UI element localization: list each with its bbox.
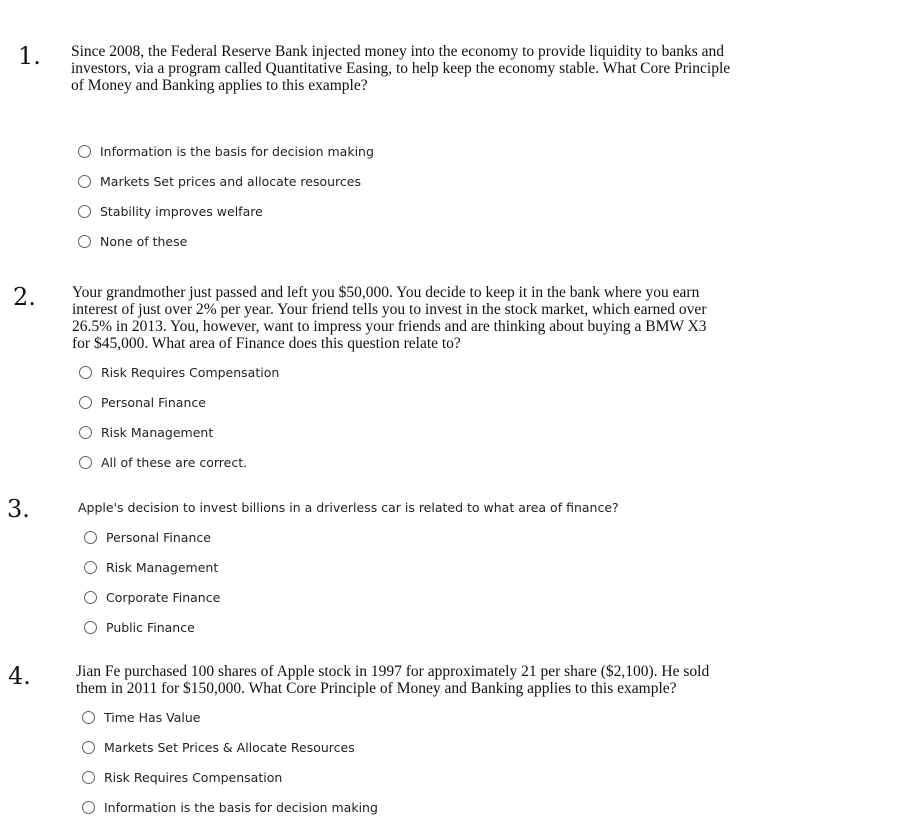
answer-option[interactable] xyxy=(78,166,374,196)
radio-button[interactable] xyxy=(79,396,92,409)
answer-option[interactable] xyxy=(79,387,279,417)
question-text: Apple's decision to invest billions in a driverless car is related to what area of finance? xyxy=(78,500,619,515)
question-number: 1. xyxy=(18,42,41,70)
option-label: Stability improves welfare xyxy=(100,203,263,219)
option-label: Markets Set prices and allocate resources xyxy=(100,173,361,189)
option-label: Risk Management xyxy=(101,424,214,440)
answer-options xyxy=(78,136,374,256)
answer-option[interactable] xyxy=(84,522,220,552)
radio-button[interactable] xyxy=(84,561,97,574)
option-label: Personal Finance xyxy=(101,394,206,410)
option-label: Risk Management xyxy=(106,559,219,575)
answer-option[interactable] xyxy=(82,702,378,732)
radio-button[interactable] xyxy=(82,741,95,754)
answer-option[interactable] xyxy=(78,196,374,226)
answer-option[interactable] xyxy=(82,762,378,792)
answer-option[interactable] xyxy=(84,552,220,582)
radio-button[interactable] xyxy=(84,621,97,634)
answer-option[interactable] xyxy=(79,417,279,447)
question-text: Jian Fe purchased 100 shares of Apple stock in 1997 for approximately 21 per share ($2,100). He sold them in 2011 for $150,000. What Core Principle of Money and Banking applies to this example? xyxy=(76,663,710,697)
question-number: 2. xyxy=(13,283,36,311)
radio-button[interactable] xyxy=(79,426,92,439)
question-text: Since 2008, the Federal Reserve Bank injected money into the economy to provide liquidity to banks and investors, via a program called Quantitative Easing, to help keep the economy stable. What Core Principle of Money and Banking applies to this example? xyxy=(71,43,731,94)
answer-option[interactable] xyxy=(82,792,378,822)
radio-button[interactable] xyxy=(79,456,92,469)
option-label: Markets Set Prices & Allocate Resources xyxy=(104,739,355,755)
option-label: Risk Requires Compensation xyxy=(101,364,280,380)
radio-button[interactable] xyxy=(84,591,97,604)
answer-option[interactable] xyxy=(84,612,220,642)
option-label: All of these are correct. xyxy=(101,454,248,470)
radio-button[interactable] xyxy=(78,175,91,188)
answer-option[interactable] xyxy=(78,136,374,166)
question-text: Your grandmother just passed and left you $50,000. You decide to keep it in the bank where you earn interest of just over 2% per year. Your friend tells you to invest in the stock market, which earned over 26.5% in 2013. You, however, want to impress your friends and are thinking about buying a BMW X3 for $45,000. What area of Finance does this question relate to? xyxy=(72,284,707,352)
question-number: 4. xyxy=(8,662,31,690)
radio-button[interactable] xyxy=(84,531,97,544)
question-number: 3. xyxy=(7,495,30,523)
answer-options xyxy=(84,522,220,642)
option-label: Information is the basis for decision making xyxy=(104,799,378,815)
answer-option[interactable] xyxy=(79,447,279,477)
radio-button[interactable] xyxy=(79,366,92,379)
radio-button[interactable] xyxy=(82,771,95,784)
radio-button[interactable] xyxy=(78,145,91,158)
option-label: Risk Requires Compensation xyxy=(104,769,283,785)
option-label: Time Has Value xyxy=(104,709,201,725)
radio-button[interactable] xyxy=(78,235,91,248)
answer-option[interactable] xyxy=(78,226,374,256)
option-label: Corporate Finance xyxy=(106,589,221,605)
answer-option[interactable] xyxy=(82,732,378,762)
answer-options xyxy=(79,357,279,477)
answer-option[interactable] xyxy=(79,357,279,387)
option-label: Public Finance xyxy=(106,619,195,635)
radio-button[interactable] xyxy=(82,801,95,814)
radio-button[interactable] xyxy=(78,205,91,218)
answer-options xyxy=(82,702,378,822)
option-label: Information is the basis for decision making xyxy=(100,143,374,159)
option-label: None of these xyxy=(100,233,188,249)
option-label: Personal Finance xyxy=(106,529,211,545)
radio-button[interactable] xyxy=(82,711,95,724)
answer-option[interactable] xyxy=(84,582,220,612)
